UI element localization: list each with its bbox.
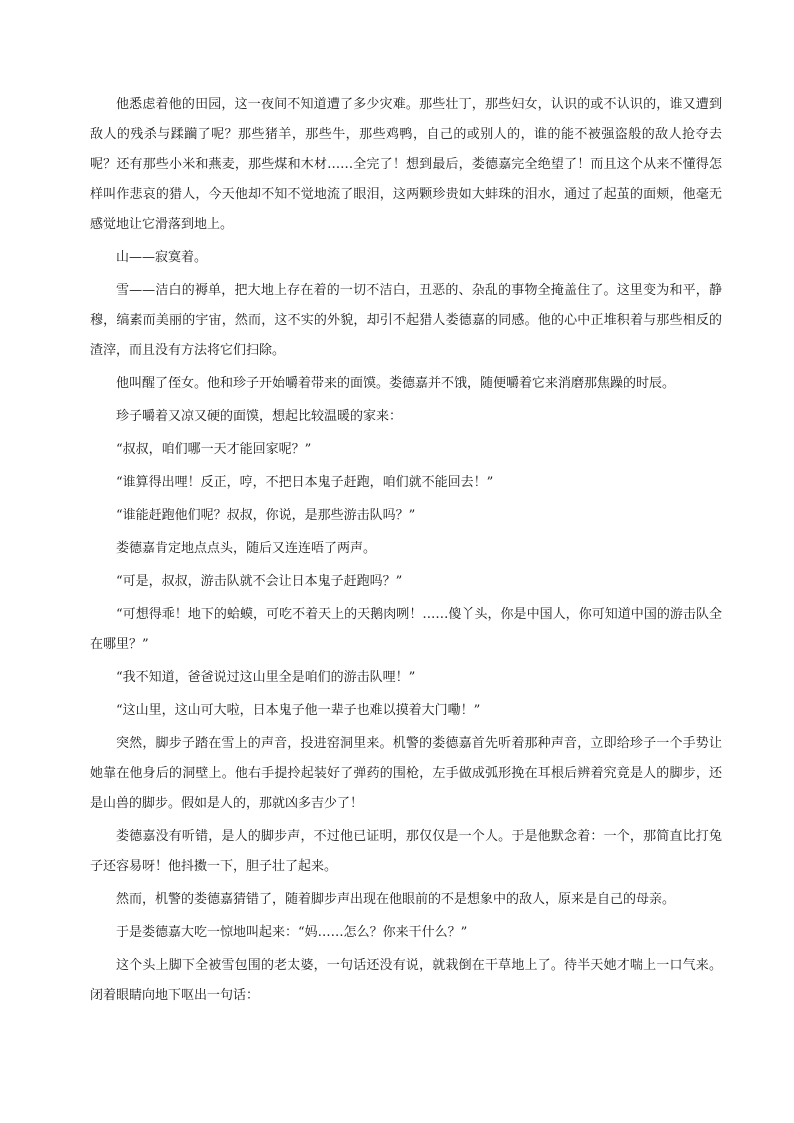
- paragraph: 山——寂寞着。: [116, 250, 208, 265]
- dialogue-line: “谁能赶跑他们呢？叔叔，你说，是那些游击队吗？”: [116, 508, 416, 523]
- document-body: [90, 90, 722, 1014]
- paragraph: 这个头上脚下全被雪包围的老太婆，一句话还没有说，就栽倒在干草地上了。待半天她才喘上一口气来。闭着眼睛向地下呕出一句话：: [90, 958, 722, 1003]
- paragraph: 突然，脚步子踏在雪上的声音，投进窑洞里来。机警的娄德嘉首先听着那种声音，立即给珍子一个手势让她靠在他身后的洞壁上。他右手提拎起装好了弹药的围枪，左手做成弧形挽在耳根后辨着究竟是人的脚步，还是山兽的脚步。假如是人的，那就凶多吉少了！: [90, 736, 722, 811]
- dialogue-line: “可想得乖！地下的蛤蟆，可吃不着天上的天鹅肉咧！……傻丫头，你是中国人，你可知道中国的游击队全在哪里？”: [90, 607, 722, 652]
- dialogue-line: “这山里，这山可大啦，日本鬼子他一辈子也难以摸着大门嘞！”: [116, 703, 481, 718]
- paragraph: 他悉虑着他的田园，这一夜间不知道遭了多少灾难。那些壮丁，那些妇女，认识的或不认识的，谁又遭到敌人的残杀与蹂躏了呢？那些猪羊，那些牛，那些鸡鸭，自己的或别人的，谁的能不被强盗般的敌人抢夺去呢？还有那些小米和燕麦，那些煤和木材……全完了！想到最后，娄德嘉完全绝望了！而且这个从来不懂得怎样叫作悲哀的猎人，今天他却不知不觉地流了眼泪，这两颗珍贵如大蚌珠的泪水，通过了起茧的面颊，他毫无感觉地让它滑落到地上。: [90, 97, 722, 232]
- paragraph: 他叫醒了侄女。他和珍子开始嚼着带来的面馍。娄德嘉并不饿，随便嚼着它来消磨那焦躁的时辰。: [116, 376, 676, 391]
- dialogue-line: “叔叔，咱们哪一天才能回家呢？”: [116, 442, 312, 457]
- paragraph: 娄德嘉没有听错，是人的脚步声，不过他已证明，那仅仅是一个人。于是他默念着：一个，那简直比打兔子还容易呀！他抖擞一下，胆子壮了起来。: [90, 829, 722, 874]
- paragraph: 雪——洁白的褥单，把大地上存在着的一切不洁白，丑恶的、杂乱的事物全掩盖住了。这里变为和平，静穆，缟素而美丽的宇宙，然而，这不实的外貌，却引不起猎人娄德嘉的同感。他的心中正堆积着与那些相反的渣滓，而且没有方法将它们扫除。: [90, 283, 722, 358]
- paragraph: 于是娄德嘉大吃一惊地叫起来：“妈……怎么？你来干什么？”: [116, 925, 468, 940]
- paragraph: 娄德嘉肯定地点点头，随后又连连唔了两声。: [116, 541, 377, 556]
- dialogue-line: “我不知道，爸爸说过这山里全是咱们的游击队哩！”: [116, 670, 416, 685]
- paragraph: 然而，机警的娄德嘉猜错了，随着脚步声出现在他眼前的不是想象中的敌人，原来是自己的母亲。: [116, 892, 676, 907]
- paragraph: 珍子嚼着又凉又硬的面馍，想起比较温暖的家来：: [116, 409, 403, 424]
- dialogue-line: “谁算得出哩！反正，哼，不把日本鬼子赶跑，咱们就不能回去！”: [116, 475, 494, 490]
- dialogue-line: “可是，叔叔，游击队就不会让日本鬼子赶跑吗？”: [116, 574, 403, 589]
